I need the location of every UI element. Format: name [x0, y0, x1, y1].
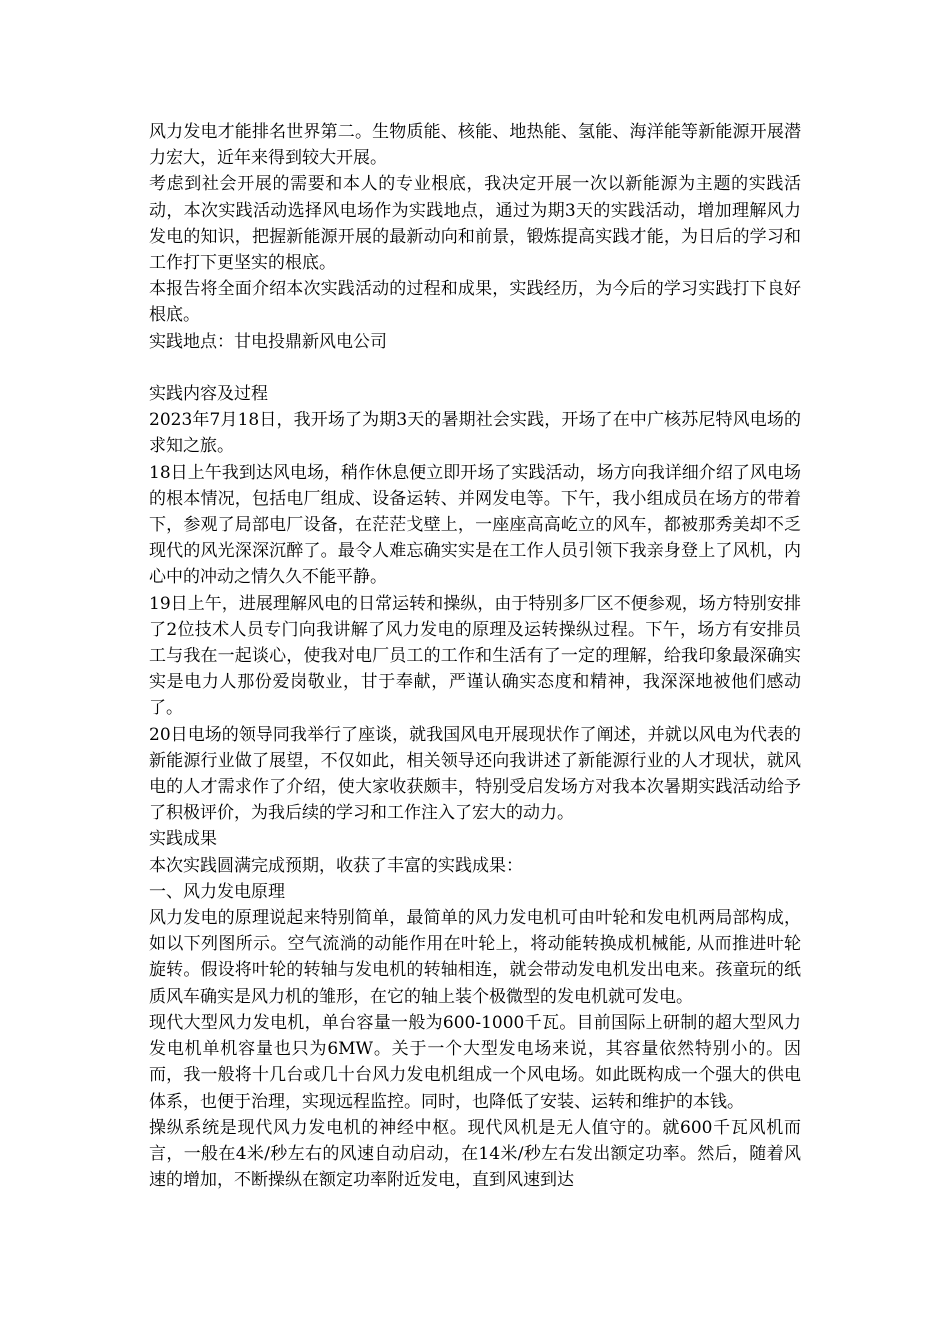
paragraph-motivation: 考虑到社会开展的需要和本人的专业根底，我决定开展一次以新能源为主题的实践活动，本次实践活动选择风电场作为实践地点，通过为期3天的实践活动，增加理解风力发电的知识，把握新能源开展的最新动向和前景，锻炼提高实践才能，为日后的学习和工作打下更坚实的根底。 [149, 174, 801, 274]
section-heading-results: 实践成果 [149, 829, 217, 850]
paragraph-report-scope: 本报告将全面介绍本次实践活动的过程和成果，实践经历，为今后的学习实践打下良好根底。 [149, 279, 801, 326]
paragraph-intro-continued: 风力发电才能排名世界第二。生物质能、核能、地热能、氢能、海洋能等新能源开展潜力宏大，近年来得到较大开展。 [149, 122, 801, 169]
paragraph-wind-principle: 风力发电的原理说起来特别简单，最简单的风力发电机可由叶轮和发电机两局部构成，如以下列图所示。空气流淌的动能作用在叶轮上，将动能转换成机械能, 从而推进叶轮旋转。假设将叶轮的转轴与发电机的转轴相连，就会带动发电机发出电来。孩童玩的纸质风车确实是风力机的雏形，在它的轴上装个极微型的发电机就可发电。 [149, 908, 801, 1007]
paragraph-modern-turbines: 现代大型风力发电机，单台容量一般为600-1000千瓦。目前国际上研制的超大型风力发电机单机容量也只为6MW。关于一个大型发电场来说，其容量依然特别小的。因而，我一般将十几台或几十台风力发电机组成一个风电场。如此既构成一个强大的供电体系，也便于治理，实现远程监控。同时，也降低了安装、运转和维护的本钱。 [149, 1012, 801, 1112]
paragraph-start-date: 2023年7月18日，我开场了为期3天的暑期社会实践，开场了在中广核苏尼特风电场的求知之旅。 [149, 410, 801, 457]
paragraph-control-system: 操纵系统是现代风力发电机的神经中枢。现代风机是无人值守的。就600千瓦风机而言，一般在4米/秒左右的风速自动启动，在14米/秒左右发出额定功率。然后，随着风速的增加，不断操纵在额定功率附近发电，直到风速到达 [149, 1117, 801, 1191]
document-page [149, 119, 801, 1193]
practice-location: 实践地点：甘电投鼎新风电公司 [149, 331, 387, 352]
paragraph-results-intro: 本次实践圆满完成预期，收获了丰富的实践成果： [149, 855, 523, 876]
paragraph-day-18: 18日上午我到达风电场，稍作休息便立即开场了实践活动，场方向我详细介绍了风电场的根本情况，包括电厂组成、设备运转、并网发电等。下午，我小组成员在场方的带着下，参观了局部电厂设备，在茫茫戈壁上，一座座高高屹立的风车，都被那秀美却不乏现代的风光深深沉醉了。最令人难忘确实实是在工作人员引领下我亲身登上了风机，内心中的冲动之情久久不能平静。 [149, 462, 801, 588]
paragraph-day-20: 20日电场的领导同我举行了座谈，就我国风电开展现状作了阐述，并就以风电为代表的新能源行业做了展望，不仅如此，相关领导还向我讲述了新能源行业的人才现状，就风电的人才需求作了介绍，使大家收获颇丰，特别受启发场方对我本次暑期实践活动给予了积极评价，为我后续的学习和工作注入了宏大的动力。 [149, 724, 801, 824]
subheading-wind-principle: 一、风力发电原理 [149, 881, 285, 902]
section-heading-process: 实践内容及过程 [149, 384, 268, 405]
blank-line [149, 355, 801, 381]
paragraph-day-19: 19日上午，进展理解风电的日常运转和操纵，由于特别多厂区不便参观，场方特别安排了2位技术人员专门向我讲解了风力发电的原理及运转操纵过程。下午，场方有安排员工与我在一起谈心，使我对电厂员工的工作和生活有了一定的理解，给我印象最深确实实是电力人那份爱岗敬业，甘于奉献，严谨认确实态度和精神，我深深地被他们感动了。 [149, 593, 801, 719]
